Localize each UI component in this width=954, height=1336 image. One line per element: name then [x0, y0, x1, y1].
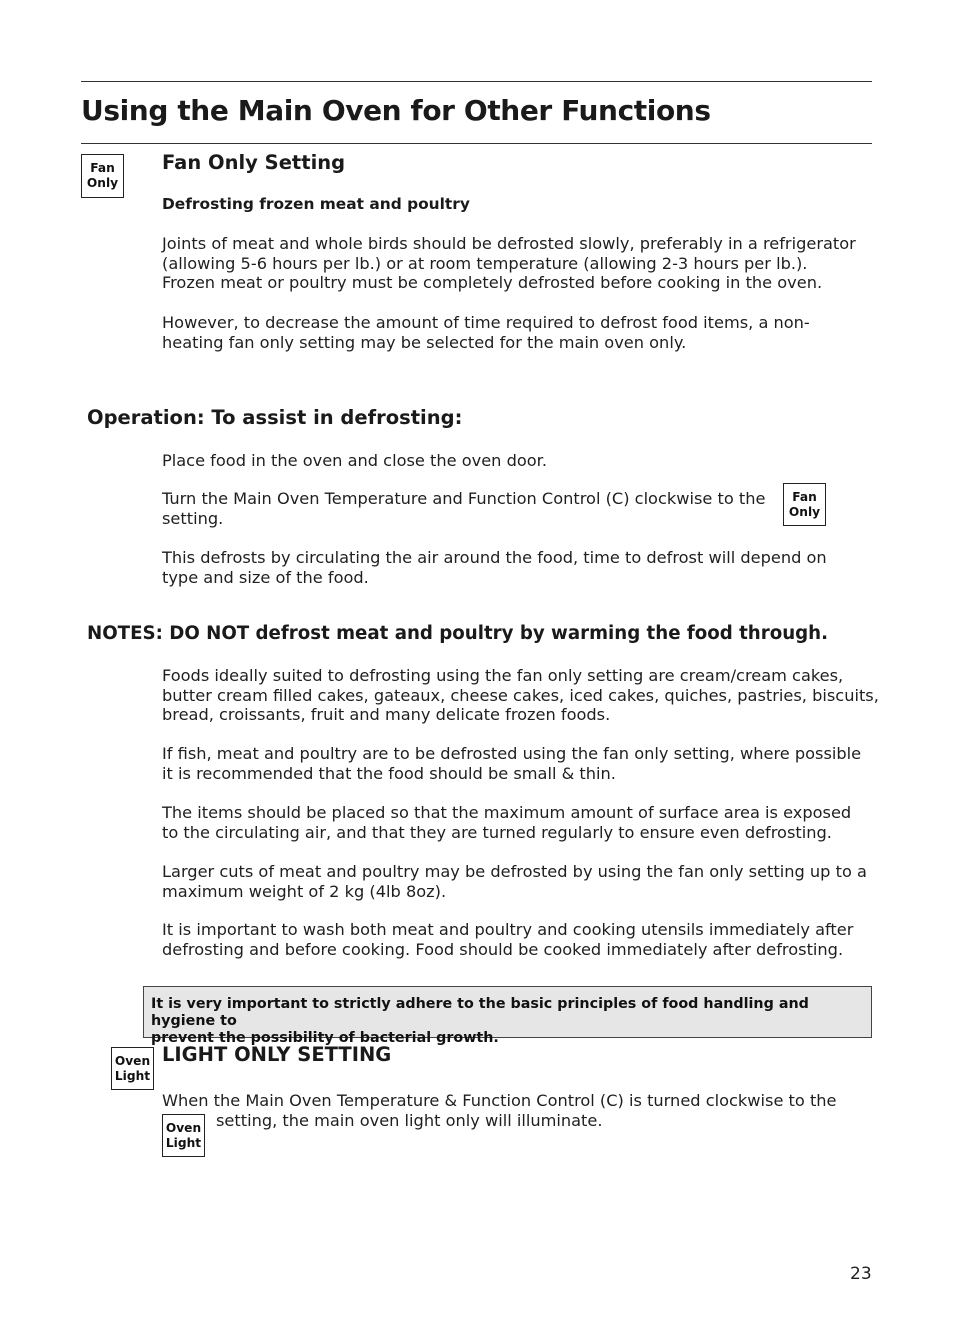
- fan-only-heading: Fan Only Setting: [162, 151, 346, 174]
- badge-line: Oven: [114, 1053, 151, 1068]
- badge-line: Only: [86, 176, 119, 190]
- light-only-heading: LIGHT ONLY SETTING: [162, 1043, 392, 1066]
- fan-only-icon: [783, 483, 826, 526]
- badge-line: Only: [788, 504, 821, 519]
- text-line: setting.: [162, 508, 224, 528]
- text-line: heating fan only setting may be selected for the main oven only.: [162, 332, 687, 352]
- operation-paragraph-2: [162, 489, 765, 528]
- badge-line: Fan: [792, 489, 817, 504]
- badge-line: Light: [114, 1068, 151, 1083]
- text-line: prevent the possibility of bacterial growth.: [151, 1030, 499, 1046]
- text-line: Joints of meat and whole birds should be defrosted slowly, preferably in a refrigerator: [162, 234, 856, 253]
- text-line: (allowing 5-6 hours per lb.) or at room temperature (allowing 2-3 hours per lb.).: [162, 253, 808, 273]
- text-line: Larger cuts of meat and poultry may be defrosted by using the fan only setting up to a: [162, 862, 867, 881]
- fan-only-paragraph-2: [162, 313, 810, 352]
- text-line: If fish, meat and poultry are to be defrosted using the fan only setting, where possible: [162, 744, 862, 763]
- text-line: Frozen meat or poultry must be completely defrosted before cooking in the oven.: [162, 273, 823, 293]
- page-title: Using the Main Oven for Other Functions: [81, 94, 711, 127]
- text-line: type and size of the food.: [162, 567, 369, 587]
- notes-paragraph-2: [162, 744, 861, 783]
- oven-light-icon: [111, 1047, 154, 1090]
- text-line: bread, croissants, fruit and many delicate frozen foods.: [162, 705, 611, 725]
- fan-only-icon: [81, 154, 124, 198]
- text-line: butter cream filled cakes, gateaux, cheese cakes, iced cakes, quiches, pastries, biscuits,: [162, 685, 879, 705]
- page-number: 23: [850, 1264, 872, 1284]
- text-line: to the circulating air, and that they are turned regularly to ensure even defrosting.: [162, 822, 832, 842]
- notes-paragraph-1: [162, 666, 879, 725]
- notes-paragraph-4: [162, 862, 867, 901]
- light-only-paragraph-line-2: setting, the main oven light only will illuminate.: [216, 1111, 603, 1130]
- notes-paragraph-5: [162, 920, 853, 959]
- text-line: maximum weight of 2 kg (4lb 8oz).: [162, 881, 447, 901]
- notes-heading: NOTES: DO NOT defrost meat and poultry by warming the food through.: [87, 623, 829, 644]
- text-line: Turn the Main Oven Temperature and Function Control (C) clockwise to the: [162, 489, 766, 508]
- defrosting-subheading: Defrosting frozen meat and poultry: [162, 195, 470, 213]
- operation-paragraph-3: [162, 548, 827, 587]
- notes-paragraph-3: [162, 803, 851, 842]
- top-rule: [81, 81, 872, 82]
- hygiene-warning-box: [143, 986, 872, 1046]
- operation-heading: Operation: To assist in defrosting:: [87, 406, 463, 429]
- text-line: This defrosts by circulating the air around the food, time to defrost will depend on: [162, 548, 827, 567]
- badge-line: Fan: [90, 161, 115, 175]
- title-underline: [81, 143, 872, 144]
- light-only-paragraph-line-1: When the Main Oven Temperature & Function Control (C) is turned clockwise to the: [162, 1091, 837, 1110]
- fan-only-paragraph-1: [162, 234, 856, 293]
- operation-paragraph-1: Place food in the oven and close the oven door.: [162, 451, 547, 470]
- oven-light-icon: [162, 1114, 205, 1157]
- text-line: The items should be placed so that the maximum amount of surface area is exposed: [162, 803, 852, 822]
- text-line: Foods ideally suited to defrosting using the fan only setting are cream/cream cakes,: [162, 666, 844, 685]
- text-line: It is important to wash both meat and poultry and cooking utensils immediately after: [162, 920, 854, 939]
- text-line: However, to decrease the amount of time required to defrost food items, a non-: [162, 313, 810, 332]
- text-line: defrosting and before cooking. Food should be cooked immediately after defrosting.: [162, 939, 844, 959]
- text-line: It is very important to strictly adhere to the basic principles of food handling and hygiene to: [151, 996, 809, 1029]
- badge-line: Light: [165, 1135, 202, 1150]
- text-line: it is recommended that the food should be small & thin.: [162, 763, 616, 783]
- badge-line: Oven: [165, 1120, 202, 1135]
